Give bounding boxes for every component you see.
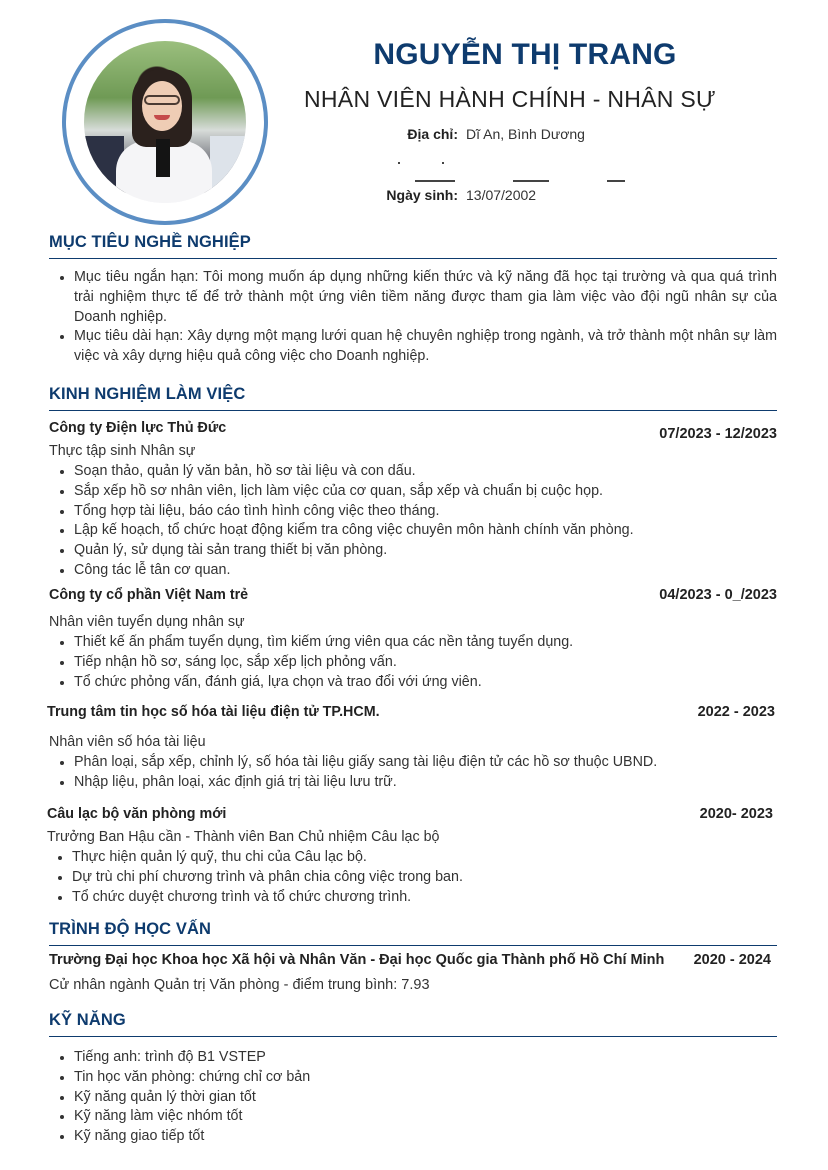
job-task: Lập kế hoạch, tổ chức hoạt động kiểm tra công việc chuyên môn hành chính văn phòng. <box>49 521 789 541</box>
job-task: Thực hiện quản lý quỹ, thu chi của Câu lạc bộ. <box>47 848 787 868</box>
job-task-list <box>49 753 789 793</box>
job-task: Tiếp nhận hồ sơ, sáng lọc, sắp xếp lịch phỏng vấn. <box>49 653 789 673</box>
job-role: Trưởng Ban Hậu cần - Thành viên Ban Chủ nhiệm Câu lạc bộ <box>47 829 440 845</box>
section-title-experience: KINH NGHIỆM LÀM VIỆC <box>49 385 777 411</box>
job-date: 04/2023 - 0_/2023 <box>659 587 777 603</box>
info-row-birthdate <box>300 187 720 207</box>
job-task-list <box>49 633 789 692</box>
redacted-fragment <box>513 180 549 182</box>
job-task: Thiết kế ấn phẩm tuyển dụng, tìm kiếm ứng viên qua các nền tảng tuyển dụng. <box>49 633 789 653</box>
cv-header <box>0 0 828 225</box>
skill-item: Tin học văn phòng: chứng chỉ cơ bản <box>49 1068 777 1088</box>
avatar-photo <box>84 41 246 203</box>
skills-list <box>49 1048 777 1147</box>
skill-item: Kỹ năng giao tiếp tốt <box>49 1127 777 1147</box>
objective-item: Mục tiêu ngắn hạn: Tôi mong muốn áp dụng những kiến thức và kỹ năng đã học tại trường và qua quá trình trải nghiệm thực tế để trở thành một ứng viên tiềm năng được tham gia làm việc vào đội ngũ nhân sự của Doanh nghiệp. <box>49 268 777 327</box>
job-date: 2020- 2023 <box>699 806 773 822</box>
education-school: Trường Đại học Khoa học Xã hội và Nhân Văn - Đại học Quốc gia Thành phố Hồ Chí Minh <box>49 952 665 968</box>
skill-item: Kỹ năng làm việc nhóm tốt <box>49 1107 777 1127</box>
redacted-fragment <box>398 162 400 164</box>
photo-collar <box>156 139 170 177</box>
job-date: 2022 - 2023 <box>697 704 775 720</box>
job-task: Công tác lễ tân cơ quan. <box>49 561 789 581</box>
education-years: 2020 - 2024 <box>693 952 771 968</box>
job-task: Quản lý, sử dụng tài sản trang thiết bị văn phòng. <box>49 541 789 561</box>
objective-item: Mục tiêu dài hạn: Xây dựng một mạng lưới quan hệ chuyên nghiệp trong ngành, và trở thành một nhân sự làm việc và xây dựng hiệu quả công việc cho Doanh nghiệp. <box>49 327 777 367</box>
section-title-education: TRÌNH ĐỘ HỌC VẤN <box>49 920 777 946</box>
photo-smile <box>154 115 170 120</box>
redacted-fragment <box>415 180 455 182</box>
job-task: Tổ chức duyệt chương trình và tổ chức chương trình. <box>47 888 787 908</box>
avatar-ring <box>62 19 268 225</box>
candidate-name: NGUYỄN THỊ TRANG <box>373 38 677 71</box>
info-row-address <box>300 126 720 146</box>
photo-face <box>142 81 182 131</box>
job-task-list <box>49 462 789 581</box>
job-company: Trung tâm tin học số hóa tài liệu điện tử TP.HCM. <box>47 704 380 720</box>
job-company: Công ty cổ phần Việt Nam trẻ <box>49 587 249 603</box>
photo-background-building <box>210 136 246 203</box>
skill-item: Tiếng anh: trình độ B1 VSTEP <box>49 1048 777 1068</box>
job-task: Tổng hợp tài liệu, báo cáo tình hình công việc theo tháng. <box>49 502 789 522</box>
skill-item: Kỹ năng quản lý thời gian tốt <box>49 1088 777 1108</box>
job-task: Nhập liệu, phân loại, xác định giá trị tài liệu lưu trữ. <box>49 773 789 793</box>
job-task: Dự trù chi phí chương trình và phân chia công việc trong ban. <box>47 868 787 888</box>
job-company: Công ty Điện lực Thủ Đức <box>49 420 227 436</box>
job-task: Tổ chức phỏng vấn, đánh giá, lựa chọn và trao đổi với ứng viên. <box>49 673 789 693</box>
objective-list <box>49 268 777 367</box>
job-task: Sắp xếp hồ sơ nhân viên, lịch làm việc của cơ quan, sắp xếp và chuẩn bị cuộc họp. <box>49 482 789 502</box>
education-degree: Cử nhân ngành Quản trị Văn phòng - điểm trung bình: 7.93 <box>49 977 430 993</box>
job-date: 07/2023 - 12/2023 <box>659 426 777 442</box>
photo-glasses <box>144 95 180 105</box>
info-label: Ngày sinh: <box>386 187 458 203</box>
info-row-redacted-email <box>300 165 720 185</box>
info-value: 13/07/2002 <box>466 187 537 203</box>
job-task-list <box>47 848 787 907</box>
redacted-fragment <box>442 162 444 164</box>
job-role: Nhân viên số hóa tài liệu <box>49 734 206 750</box>
info-label: Địa chỉ: <box>407 126 458 142</box>
job-role: Thực tập sinh Nhân sự <box>49 443 196 459</box>
section-title-skills: KỸ NĂNG <box>49 1011 777 1037</box>
job-role: Nhân viên tuyển dụng nhân sự <box>49 614 245 630</box>
info-value: Dĩ An, Bình Dương <box>466 126 585 142</box>
candidate-job-title: NHÂN VIÊN HÀNH CHÍNH - NHÂN SỰ <box>303 86 716 112</box>
section-title-objective: MỤC TIÊU NGHỀ NGHIỆP <box>49 233 777 259</box>
job-task: Soạn thảo, quản lý văn bản, hồ sơ tài liệu và con dấu. <box>49 462 789 482</box>
redacted-fragment <box>607 180 625 182</box>
job-task: Phân loại, sắp xếp, chỉnh lý, số hóa tài liệu giấy sang tài liệu điện tử các hồ sơ thuộc UBND. <box>49 753 789 773</box>
job-company: Câu lạc bộ văn phòng mới <box>47 806 227 822</box>
